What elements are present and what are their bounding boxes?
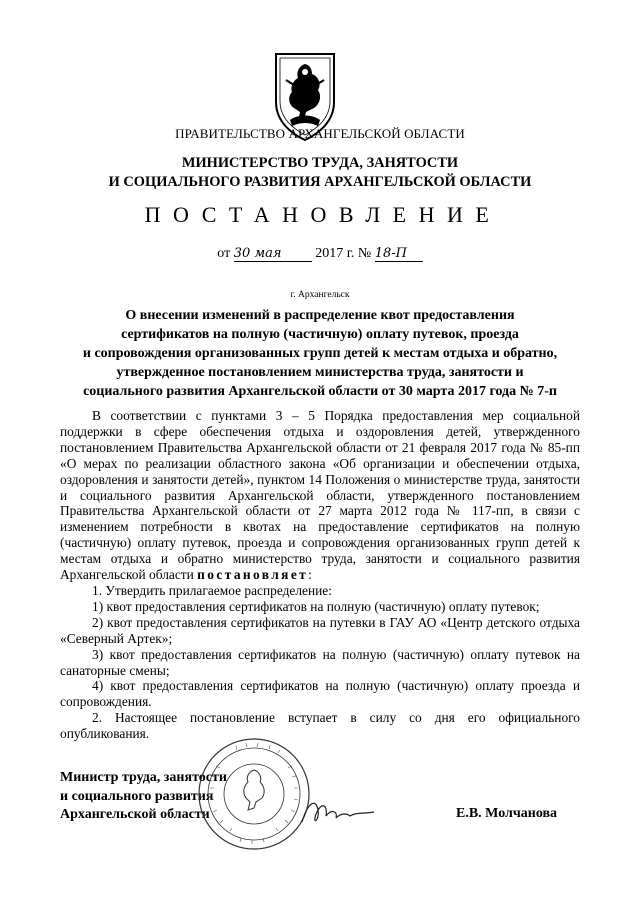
official-stamp xyxy=(196,736,312,852)
position-line-2: и социального развития xyxy=(60,788,214,804)
document-subject xyxy=(60,306,580,401)
preamble-paragraph xyxy=(60,408,580,583)
handwritten-signature xyxy=(298,792,378,832)
item-2: 2. Настоящее постановление вступает в силу со дня его официального опубликования. xyxy=(60,710,580,742)
subject-line-3: и сопровождения организованных групп детей к местам отдыха и обратно, xyxy=(82,346,558,361)
position-line-3: Архангельской области xyxy=(60,807,210,822)
ministry-name xyxy=(0,154,640,192)
resolves-keyword: постановляет xyxy=(197,567,309,583)
subject-line-2: сертификатов на полную (частичную) оплату путевок, проезда xyxy=(121,327,519,342)
item-1-1: 1) квот предоставления сертификатов на полную (частичную) оплату путевок; xyxy=(92,598,540,614)
document-body xyxy=(60,408,580,742)
handwritten-date: 30 мая xyxy=(234,246,312,262)
subject-line-1: О внесении изменений в распределение квот предоставления xyxy=(125,308,515,323)
resolves-colon: : xyxy=(308,567,312,583)
preamble-text: В соответствии с пунктами 3 – 5 Порядка предоставления мер социальной поддержки в сфере обеспечения отдыха и оздоровления детей, утвержденного постановлением Правительства Архангельской области от 21 февраля 2017 года № 85-пп «О мерах по реализации областного закона «Об организации и обеспечении отдыха, оздоровления и занятости детей», пунктом 14 Положения о министерстве труда, занятости и социального развития Архангельской области, утвержденного постановлением Правительства Архангельской области от 27 марта 2012 года № 117-пп, в связи с изменением потребности в квотах на предоставление сертификатов на полную (частичную) оплату путевок, проезда и сопровождения организованных групп детей к местам отдыха и обратно министерство труда, занятости и социального развития Архангельской области xyxy=(60,408,580,583)
item-1-2: 2) квот предоставления сертификатов на путевки в ГАУ АО «Центр детского отдыха «Северный Артек»; xyxy=(60,614,580,646)
year-number-label: 2017 г. № xyxy=(315,246,372,261)
item-1: 1. Утвердить прилагаемое распределение: xyxy=(92,582,332,598)
subject-line-5: социального развития Архангельской области от 30 марта 2017 года № 7-п xyxy=(83,384,557,399)
item-1-4: 4) квот предоставления сертификатов на полную (частичную) оплату проезда и сопровождения. xyxy=(60,678,580,710)
signatory-name: Е.В. Молчанова xyxy=(456,806,558,821)
handwritten-number: 18-П xyxy=(375,246,423,262)
date-prefix: от xyxy=(217,246,231,261)
position-line-1: Министр труда, занятости xyxy=(60,770,227,785)
ministry-line-2: И СОЦИАЛЬНОГО РАЗВИТИЯ АРХАНГЕЛЬСКОЙ ОБЛАСТИ xyxy=(108,174,532,190)
subject-line-4: утвержденное постановлением министерства труда, занятости и xyxy=(116,365,524,380)
document-title: ПОСТАНОВЛЕНИЕ xyxy=(144,202,502,227)
item-1-3: 3) квот предоставления сертификатов на полную (частичную) оплату путевок на санаторные смены; xyxy=(60,646,580,678)
city-name: г. Архангельск xyxy=(290,290,350,300)
date-number-line xyxy=(0,246,640,262)
ministry-line-1: МИНИСТЕРСТВО ТРУДА, ЗАНЯТОСТИ xyxy=(181,155,459,171)
government-name: ПРАВИТЕЛЬСТВО АРХАНГЕЛЬСКОЙ ОБЛАСТИ xyxy=(175,126,465,141)
